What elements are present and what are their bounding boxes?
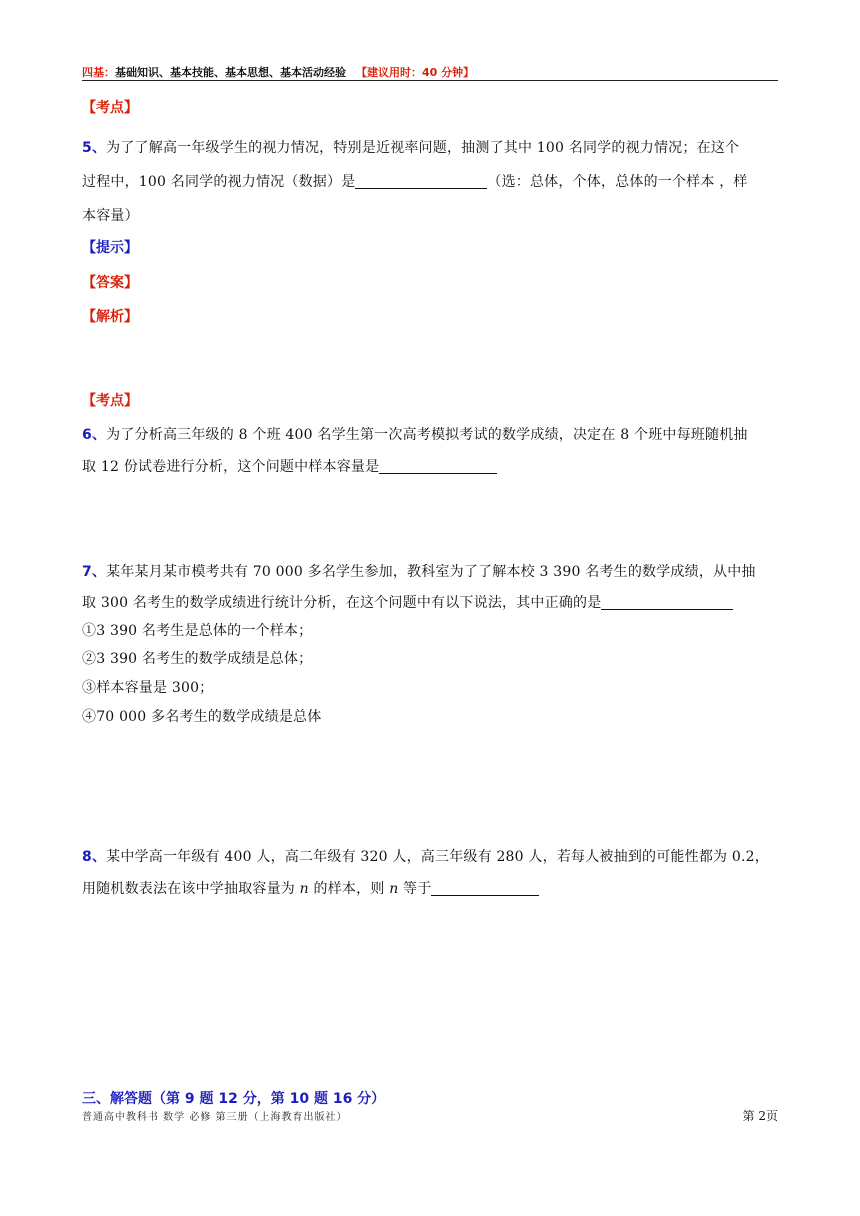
q7-option-3: ③样本容量是 300； [82, 680, 214, 696]
q6-kaodian-tag: 【考点】 [82, 393, 138, 409]
q6-answer-blank[interactable] [379, 459, 497, 474]
q5-jiexi-tag: 【解析】 [82, 309, 138, 325]
q6-text-1: 为了分析高三年级的 8 个班 400 名学生第一次高考模拟考试的数学成绩，决定在 8 个班中每班随机抽 [106, 427, 748, 443]
q8-line2 [82, 878, 539, 898]
footer-textbook: 普通高中教科书 数学 必修 第三册（上海教育出版社） [82, 1112, 348, 1123]
q7-option-4: ④70 000 多名考生的数学成绩是总体 [82, 709, 322, 725]
q8-answer-blank[interactable] [431, 881, 539, 896]
q5-line2 [82, 171, 748, 191]
q5-text-2a: 过程中，100 名同学的视力情况（数据）是 [82, 174, 356, 190]
header-time: 【建议用时：40 分钟】 [356, 66, 475, 79]
q8-text-2b: 的样本，则 [308, 881, 390, 897]
q8-number: 8 [82, 849, 92, 865]
q8-var-n-2: n [389, 881, 399, 897]
q8-text-2c: 等于 [398, 881, 432, 897]
q8-sep: 、 [91, 849, 107, 865]
q5-sep: 、 [91, 140, 107, 156]
q5-kaodian-tag: 【考点】 [82, 100, 138, 116]
q5-line3: 本容量） [82, 208, 139, 224]
q8-text-1: 某中学高一年级有 400 人，高二年级有 320 人，高三年级有 280 人，若每人被抽到的可能性都为 0.2， [106, 849, 769, 865]
page-number: 第 2页 [742, 1109, 778, 1123]
q8-text-2a: 用随机数表法在该中学抽取容量为 [82, 881, 300, 897]
q5-number: 5 [82, 140, 92, 156]
q5-text-2b: （选：总体，个体，总体的一个样本 ，样 [487, 174, 748, 190]
q6-number: 6 [82, 427, 92, 443]
q7-option-1: ①3 390 名考生是总体的一个样本； [82, 623, 313, 639]
q6-sep: 、 [91, 427, 107, 443]
q6-text-2: 取 12 份试卷进行分析，这个问题中样本容量是 [82, 459, 380, 475]
header-lead: 四基： [82, 66, 115, 79]
section-title: 三、解答题（第 9 题 12 分，第 10 题 16 分） [82, 1091, 386, 1107]
q7-answer-blank[interactable] [601, 595, 733, 610]
q7-option-2: ②3 390 名考生的数学成绩是总体； [82, 651, 313, 667]
q7-text-2: 取 300 名考生的数学成绩进行统计分析，在这个问题中有以下说法，其中正确的是 [82, 595, 602, 611]
q5-line1 [82, 137, 739, 157]
q7-text-1: 某年某月某市模考共有 70 000 多名学生参加，教科室为了了解本校 3 390 名考生的数学成绩，从中抽 [106, 564, 756, 580]
q7-line1 [82, 561, 756, 581]
page-header [82, 64, 474, 80]
q6-line1 [82, 424, 748, 444]
q8-line1 [82, 846, 769, 866]
q7-sep: 、 [91, 564, 107, 580]
q7-line2 [82, 592, 733, 612]
header-rule [82, 80, 778, 81]
q8-var-n: n [299, 881, 309, 897]
q5-text-1: 为了了解高一年级学生的视力情况，特别是近视率问题，抽测了其中 100 名同学的视力情况；在这个 [106, 140, 740, 156]
header-topics: 基础知识、基本技能、基本思想、基本活动经验 [115, 66, 346, 79]
q5-tishi-tag: 【提示】 [82, 240, 138, 256]
q5-daan-tag: 【答案】 [82, 275, 138, 291]
q5-answer-blank[interactable] [355, 174, 487, 189]
q6-line2 [82, 456, 497, 476]
q7-number: 7 [82, 564, 92, 580]
